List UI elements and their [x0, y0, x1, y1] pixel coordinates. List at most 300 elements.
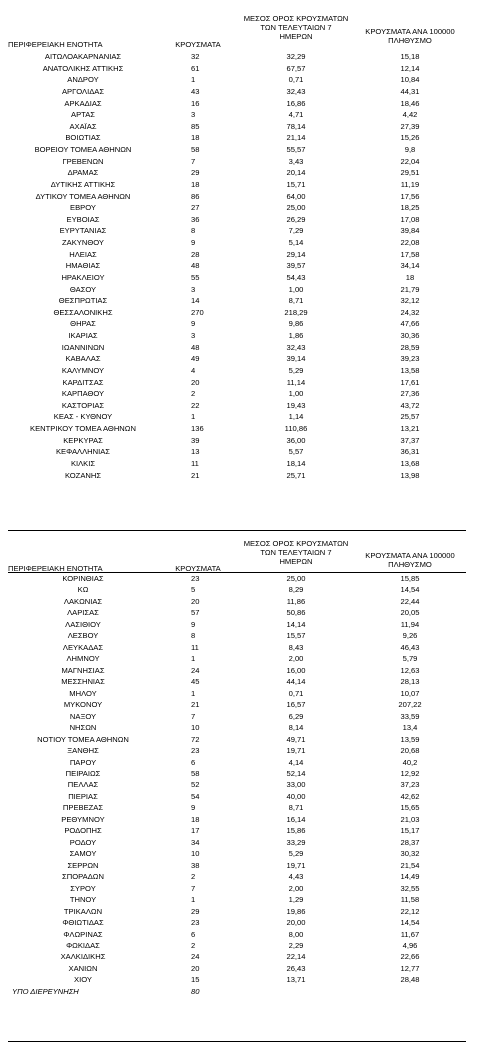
cell-region: ΛΑΣΙΘΙΟΥ [65, 619, 101, 629]
cell-cases: 28 [191, 249, 200, 259]
cell-avg7: 9,86 [288, 319, 304, 329]
header-cases: ΚΡΟΥΣΜΑΤΑ [175, 564, 221, 573]
cell-region: ΘΕΣΣΑΛΟΝΙΚΗΣ [53, 307, 113, 317]
table-row [8, 272, 466, 284]
table-row [8, 871, 466, 882]
cell-avg7: 39,57 [286, 261, 306, 271]
cell-per100k: 21,03 [400, 814, 420, 824]
table-row [8, 630, 466, 641]
cell-cases: 5 [191, 585, 196, 595]
table-row [8, 814, 466, 825]
table-row [8, 860, 466, 871]
cell-avg7: 15,57 [286, 631, 306, 641]
cell-region: ΤΡΙΚΑΛΩΝ [63, 906, 103, 916]
cell-avg7: 8,29 [288, 585, 304, 595]
table-row [8, 435, 466, 447]
cell-region: ΙΩΑΝΝΙΝΩΝ [61, 342, 105, 352]
cell-region: ΚΑΡΠΑΘΟΥ [61, 389, 105, 399]
cell-region: ΚΑΡΔΙΤΣΑΣ [62, 377, 104, 387]
table-row [8, 51, 466, 63]
cell-avg7: 5,14 [288, 238, 304, 247]
header-avg-line3: ΗΜΕΡΩΝ [279, 32, 313, 41]
cell-avg7: 32,29 [286, 52, 306, 61]
cell-avg7: 2,00 [288, 654, 304, 664]
cell-cases: 3 [191, 110, 196, 120]
cell-avg7: 1,00 [288, 284, 304, 294]
cell-avg7: 33,00 [286, 780, 306, 790]
table-body [8, 51, 466, 481]
cell-avg7: 14,14 [286, 619, 306, 629]
table-row [8, 365, 466, 377]
cell-region: ΚΑΛΥΜΝΟΥ [61, 365, 105, 375]
cell-per100k: 17,58 [400, 249, 420, 259]
cell-per100k: 20,05 [400, 608, 420, 618]
table-row [8, 342, 466, 354]
table-row [8, 411, 466, 423]
cell-per100k: 29,51 [400, 168, 420, 178]
cell-cases: 20 [191, 596, 200, 606]
cell-region: ΗΜΑΘΙΑΣ [65, 261, 101, 271]
cell-per100k: 17,61 [400, 377, 420, 387]
cell-cases: 80 [191, 986, 200, 996]
cell-region: ΒΟΡΕΙΟΥ ΤΟΜΕΑ ΑΘΗΝΩΝ [34, 145, 132, 154]
cell-region: ΜΗΛΟΥ [69, 688, 97, 698]
cell-cases: 20 [191, 963, 200, 973]
cell-region: ΝΗΣΩΝ [69, 723, 97, 733]
table-row [8, 446, 466, 458]
cell-region: ΔΥΤΙΚΟΥ ΤΟΜΕΑ ΑΘΗΝΩΝ [35, 191, 131, 201]
cell-per100k: 22,04 [400, 156, 420, 166]
table-row [8, 121, 466, 133]
cell-per100k: 28,59 [400, 342, 420, 352]
cases-table-1 [8, 14, 466, 480]
cell-per100k: 15,18 [400, 52, 420, 61]
cell-region: ΣΑΜΟΥ [69, 849, 97, 859]
cell-avg7: 78,14 [286, 121, 306, 131]
cell-avg7: 32,43 [286, 86, 306, 96]
cell-cases: 29 [191, 168, 200, 178]
table-row [8, 906, 466, 917]
cell-cases: 58 [191, 768, 200, 778]
cell-avg7: 0,71 [288, 688, 304, 698]
cell-region: ΔΡΑΜΑΣ [67, 168, 99, 178]
cell-region: ΜΥΚΟΝΟΥ [63, 700, 103, 710]
cell-avg7: 1,86 [288, 331, 304, 340]
table-row [8, 191, 466, 203]
cell-cases: 11 [191, 642, 199, 652]
cell-per100k: 17,56 [400, 191, 420, 201]
table-row [8, 653, 466, 664]
cell-avg7: 19,86 [286, 906, 306, 916]
cell-region: ΥΠΟ ΔΙΕΡΕΥΝΗΣΗ [12, 986, 79, 996]
cell-per100k: 25,57 [400, 412, 420, 422]
cell-cases: 61 [191, 63, 200, 73]
cell-region: ΚΑΒΑΛΑΣ [65, 354, 101, 364]
cell-avg7: 16,00 [286, 665, 306, 675]
table-row [8, 607, 466, 618]
cell-per100k: 37,37 [400, 435, 420, 445]
cell-cases: 14 [191, 296, 200, 306]
cell-avg7: 1,14 [288, 412, 304, 422]
table-bottom-rule [8, 530, 466, 531]
cell-region: ΚΙΛΚΙΣ [70, 458, 96, 468]
cell-region: ΑΝΑΤΟΛΙΚΗΣ ΑΤΤΙΚΗΣ [42, 63, 124, 73]
header-avg-line1: ΜΕΣΟΣ ΟΡΟΣ ΚΡΟΥΣΜΑΤΩΝ [243, 539, 349, 548]
cell-per100k: 13,68 [400, 458, 420, 468]
cases-table-2 [8, 539, 466, 996]
cell-cases: 2 [191, 389, 196, 399]
table-row [8, 584, 466, 595]
cell-region: ΝΟΤΙΟΥ ΤΟΜΕΑ ΑΘΗΝΩΝ [37, 734, 129, 744]
table-row [8, 848, 466, 859]
cell-cases: 18 [191, 179, 200, 189]
cell-avg7: 4,71 [288, 110, 304, 120]
cell-cases: 23 [191, 574, 200, 583]
cell-region: ΛΕΥΚΑΔΑΣ [62, 642, 104, 652]
cell-region: ΧΙΟΥ [74, 975, 92, 985]
cell-per100k: 44,31 [400, 86, 420, 96]
cell-avg7: 21,14 [286, 133, 306, 143]
cell-avg7: 19,43 [286, 400, 306, 410]
cell-per100k: 20,68 [400, 746, 420, 756]
table-row [8, 722, 466, 733]
cell-avg7: 19,71 [286, 860, 306, 870]
table-row [8, 86, 466, 98]
table-header [8, 539, 466, 573]
table-row [8, 734, 466, 745]
cell-cases: 10 [191, 723, 200, 733]
cell-region: ΠΕΛΛΑΣ [67, 780, 99, 790]
cell-avg7: 26,43 [286, 963, 306, 973]
cell-per100k: 22,66 [400, 952, 420, 962]
cell-per100k: 12,92 [400, 768, 420, 778]
cell-cases: 16 [191, 98, 200, 108]
cell-cases: 86 [191, 191, 200, 201]
cell-per100k: 9,8 [404, 145, 416, 154]
table-row [8, 284, 466, 296]
cell-cases: 39 [191, 435, 200, 445]
cell-region: ΙΚΑΡΙΑΣ [68, 331, 98, 340]
cell-region: ΓΡΕΒΕΝΩΝ [62, 156, 104, 166]
cell-avg7: 110,86 [284, 424, 308, 433]
cell-per100k: 18 [405, 272, 415, 282]
cell-cases: 72 [191, 734, 200, 744]
cell-region: ΑΡΓΟΛΙΔΑΣ [61, 86, 105, 96]
cell-region: ΛΑΚΩΝΙΑΣ [63, 596, 103, 606]
cell-avg7: 20,00 [286, 918, 306, 928]
table-row [8, 951, 466, 962]
cell-per100k: 36,31 [400, 447, 420, 457]
cell-avg7: 39,14 [286, 354, 306, 364]
cell-cases: 270 [191, 307, 204, 317]
table-row [8, 974, 466, 985]
cell-region: ΣΠΟΡΑΔΩΝ [62, 872, 104, 882]
cell-per100k: 12,77 [400, 963, 420, 973]
cell-per100k: 207,22 [398, 700, 422, 710]
table-row [8, 757, 466, 768]
cell-region: ΠΙΕΡΙΑΣ [68, 791, 98, 801]
table-row [8, 144, 466, 156]
cell-per100k: 32,55 [400, 883, 420, 893]
table-row [8, 791, 466, 802]
table-row [8, 802, 466, 813]
header-region: ΠΕΡΙΦΕΡΕΙΑΚΗ ΕΝΟΤΗΤΑ [8, 564, 103, 573]
cell-per100k: 28,48 [400, 975, 420, 985]
cell-cases: 21 [191, 470, 200, 480]
table-bottom-rule [8, 1041, 466, 1042]
cell-region: ΛΑΡΙΣΑΣ [67, 608, 99, 618]
cell-per100k: 21,79 [400, 284, 420, 294]
cell-cases: 6 [191, 929, 196, 939]
cell-cases: 21 [191, 700, 200, 710]
cell-per100k: 24,32 [400, 307, 420, 317]
cell-cases: 4 [191, 365, 196, 375]
table-footer-row [8, 986, 466, 997]
table-row [8, 458, 466, 470]
cell-cases: 136 [191, 424, 204, 433]
cell-per100k: 11,67 [400, 929, 420, 939]
table-row [8, 688, 466, 699]
cell-region: ΘΕΣΠΡΩΤΙΑΣ [58, 296, 108, 306]
table-row [8, 202, 466, 214]
cell-cases: 7 [191, 711, 196, 721]
cell-avg7: 2,00 [288, 883, 304, 893]
table-row [8, 711, 466, 722]
cell-per100k: 13,4 [402, 723, 418, 733]
cell-avg7: 1,00 [288, 389, 304, 399]
table-row [8, 894, 466, 905]
cell-region: ΚΟΖΑΝΗΣ [64, 470, 102, 480]
cell-region: ΠΑΡΟΥ [69, 757, 97, 767]
cell-cases: 48 [191, 342, 200, 352]
cell-per100k: 39,84 [400, 226, 420, 236]
table-row [8, 745, 466, 756]
cell-cases: 1 [191, 895, 196, 905]
table-header [8, 14, 466, 48]
cell-cases: 57 [191, 608, 200, 618]
cell-avg7: 11,14 [286, 377, 306, 387]
cell-per100k: 27,39 [400, 121, 420, 131]
cell-avg7: 4,14 [288, 757, 304, 767]
table-row [8, 109, 466, 121]
table-row [8, 377, 466, 389]
table-row [8, 260, 466, 272]
cell-avg7: 54,43 [286, 272, 306, 282]
cell-region: ΦΩΚΙΔΑΣ [66, 941, 100, 950]
table-row [8, 779, 466, 790]
cell-cases: 9 [191, 238, 196, 247]
cell-avg7: 64,00 [286, 191, 306, 201]
cell-avg7: 52,14 [286, 768, 306, 778]
table-row [8, 917, 466, 928]
cell-avg7: 1,29 [288, 895, 304, 905]
cell-avg7: 8,71 [288, 296, 304, 306]
table-row [8, 470, 466, 482]
cell-region: ΧΑΛΚΙΔΙΚΗΣ [60, 952, 106, 962]
cell-avg7: 25,71 [286, 470, 306, 480]
cell-cases: 18 [191, 814, 200, 824]
cell-per100k: 4,96 [402, 941, 418, 950]
cell-region: ΗΛΕΙΑΣ [69, 249, 97, 259]
cell-avg7: 218,29 [284, 307, 308, 317]
table-row [8, 307, 466, 319]
table-row [8, 963, 466, 974]
cell-avg7: 15,71 [286, 179, 306, 189]
cell-avg7: 16,57 [286, 700, 306, 710]
cell-per100k: 47,66 [400, 319, 420, 329]
header-region: ΠΕΡΙΦΕΡΕΙΑΚΗ ΕΝΟΤΗΤΑ [8, 40, 103, 49]
cell-avg7: 40,00 [286, 791, 306, 801]
cell-region: ΑΡΤΑΣ [71, 110, 95, 120]
cell-per100k: 28,37 [400, 837, 420, 847]
cell-region: ΑΙΤΩΛΟΑΚΑΡΝΑΝΙΑΣ [44, 52, 122, 61]
cell-cases: 1 [191, 654, 196, 664]
table-row [8, 665, 466, 676]
cell-cases: 8 [191, 631, 196, 641]
cell-cases: 15 [191, 975, 200, 985]
cell-region: ΝΑΞΟΥ [69, 711, 97, 721]
cell-per100k: 11,19 [400, 179, 420, 189]
table-row [8, 699, 466, 710]
cell-avg7: 11,86 [286, 596, 306, 606]
table-row [8, 237, 466, 249]
header-avg-line2: ΤΩΝ ΤΕΛΕΥΤΑΙΩΝ 7 [260, 548, 332, 557]
cell-avg7: 36,00 [286, 435, 306, 445]
cell-avg7: 16,14 [286, 814, 306, 824]
cell-avg7: 25,00 [286, 574, 306, 583]
cell-avg7: 15,86 [286, 826, 306, 836]
cell-per100k: 9,26 [402, 631, 418, 641]
cell-per100k: 4,42 [402, 110, 418, 120]
cell-region: ΕΥΡΥΤΑΝΙΑΣ [59, 226, 107, 236]
cell-per100k: 11,58 [400, 895, 420, 905]
cell-per100k: 34,14 [400, 261, 420, 271]
cell-per100k: 13,59 [400, 734, 420, 744]
cell-cases: 6 [191, 757, 196, 767]
cell-per100k: 40,2 [402, 757, 418, 767]
cell-per100k: 17,08 [400, 214, 420, 224]
cell-region: ΚΕΝΤΡΙΚΟΥ ΤΟΜΕΑ ΑΘΗΝΩΝ [30, 424, 136, 433]
cell-cases: 55 [191, 272, 200, 282]
cell-avg7: 8,43 [288, 642, 304, 652]
cell-region: ΡΟΔΟΠΗΣ [64, 826, 102, 836]
cell-per100k: 18,25 [400, 203, 420, 213]
cell-cases: 17 [191, 826, 200, 836]
header-per100k-line2: ΠΛΗΘΥΣΜΟ [388, 36, 432, 45]
cell-avg7: 6,29 [288, 711, 304, 721]
cell-cases: 9 [191, 619, 196, 629]
cell-avg7: 0,71 [288, 75, 304, 85]
cell-cases: 32 [191, 52, 200, 61]
cell-cases: 1 [191, 75, 196, 85]
cell-region: ΔΥΤΙΚΗΣ ΑΤΤΙΚΗΣ [50, 179, 116, 189]
cell-per100k: 11,94 [400, 619, 420, 629]
cell-per100k: 12,14 [400, 63, 420, 73]
cell-avg7: 44,14 [286, 677, 306, 687]
cell-per100k: 5,79 [402, 654, 418, 664]
header-avg-line3: ΗΜΕΡΩΝ [279, 557, 313, 566]
cell-cases: 48 [191, 261, 200, 271]
table-row [8, 423, 466, 435]
table-row [8, 225, 466, 237]
header-avg-line2: ΤΩΝ ΤΕΛΕΥΤΑΙΩΝ 7 [260, 23, 332, 32]
table-row [8, 249, 466, 261]
cell-region: ΦΘΙΩΤΙΔΑΣ [62, 918, 104, 928]
cell-per100k: 21,54 [400, 860, 420, 870]
cell-per100k: 14,49 [400, 872, 420, 882]
cell-avg7: 22,14 [286, 952, 306, 962]
table-row [8, 883, 466, 894]
cell-per100k: 39,23 [400, 354, 420, 364]
table-row [8, 573, 466, 584]
cell-region: ΕΒΡΟΥ [70, 203, 96, 213]
cell-region: ΘΑΣΟΥ [69, 284, 97, 294]
cell-avg7: 16,86 [286, 98, 306, 108]
cell-per100k: 13,21 [400, 424, 420, 433]
cell-region: ΚΟΡΙΝΘΙΑΣ [62, 574, 104, 583]
cell-per100k: 28,13 [400, 677, 420, 687]
cell-avg7: 8,00 [288, 929, 304, 939]
cell-avg7: 8,14 [288, 723, 304, 733]
cell-region: ΣΕΡΡΩΝ [67, 860, 99, 870]
cell-region: ΡΕΘΥΜΝΟΥ [61, 814, 105, 824]
cell-per100k: 15,65 [400, 803, 420, 813]
table-row [8, 295, 466, 307]
cell-cases: 1 [191, 688, 196, 698]
table-row [8, 596, 466, 607]
cell-region: ΤΗΝΟΥ [69, 895, 97, 905]
cell-per100k: 30,32 [400, 849, 420, 859]
cell-avg7: 67,57 [286, 63, 306, 73]
cell-cases: 36 [191, 214, 200, 224]
table-row [8, 940, 466, 951]
cell-cases: 2 [191, 872, 196, 882]
cell-avg7: 29,14 [286, 249, 306, 259]
table-row [8, 74, 466, 86]
cell-cases: 58 [191, 145, 200, 154]
cell-cases: 29 [191, 906, 200, 916]
cell-avg7: 4,43 [288, 872, 304, 882]
cell-per100k: 10,07 [400, 688, 420, 698]
table-row [8, 98, 466, 110]
cell-per100k: 43,72 [400, 400, 420, 410]
cell-cases: 27 [191, 203, 200, 213]
cell-avg7: 18,14 [286, 458, 306, 468]
cell-cases: 2 [191, 941, 196, 950]
cell-region: ΠΕΙΡΑΙΩΣ [65, 768, 101, 778]
header-cases: ΚΡΟΥΣΜΑΤΑ [175, 40, 221, 49]
table-row [8, 929, 466, 940]
cell-region: ΣΥΡΟΥ [70, 883, 96, 893]
cell-cases: 13 [191, 447, 200, 457]
cell-avg7: 13,71 [286, 975, 306, 985]
cell-per100k: 14,54 [400, 585, 420, 595]
cell-cases: 54 [191, 791, 200, 801]
cell-region: ΞΑΝΘΗΣ [67, 746, 99, 756]
table-row [8, 167, 466, 179]
cell-avg7: 5,29 [288, 849, 304, 859]
cell-per100k: 37,23 [400, 780, 420, 790]
cell-per100k: 22,44 [400, 596, 420, 606]
cell-per100k: 22,08 [400, 238, 420, 247]
cell-per100k: 30,36 [400, 331, 420, 340]
cell-region: ΑΧΑΪΑΣ [69, 121, 97, 131]
cell-avg7: 8,71 [288, 803, 304, 813]
cell-cases: 24 [191, 665, 200, 675]
cell-per100k: 15,85 [400, 574, 420, 583]
table-row [8, 388, 466, 400]
cell-avg7: 19,71 [286, 746, 306, 756]
